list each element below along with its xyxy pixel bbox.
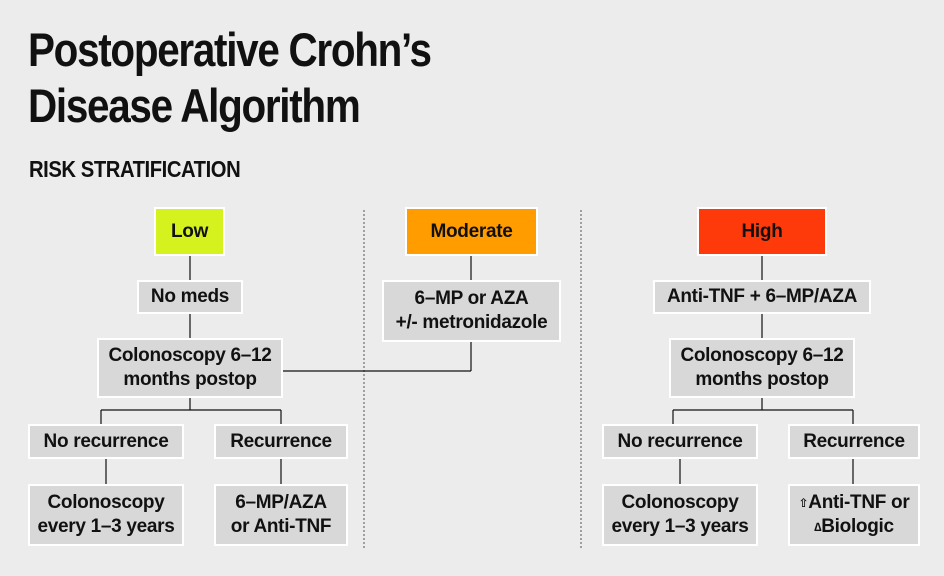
high-risk-header: High	[697, 207, 827, 256]
change-delta-icon: ∆	[814, 520, 822, 534]
title-line-1: Postoperative Crohn’s	[28, 23, 431, 76]
low-no-recurrence-box: No recurrence	[28, 424, 184, 459]
high-no-recurrence-result-box: Colonoscopy every 1–3 years	[602, 484, 758, 546]
high-no-recurrence-box: No recurrence	[602, 424, 758, 459]
high-recurrence-box: Recurrence	[788, 424, 920, 459]
high-treatment-box: Anti-TNF + 6–MP/AZA	[653, 280, 871, 314]
title-line-2: Disease Algorithm	[28, 79, 360, 132]
low-recurrence-result-box: 6–MP/AZA or Anti-TNF	[214, 484, 348, 546]
low-recurrence-box: Recurrence	[214, 424, 348, 459]
moderate-risk-header: Moderate	[405, 207, 538, 256]
low-no-meds-box: No meds	[137, 280, 243, 314]
low-no-recurrence-result-box: Colonoscopy every 1–3 years	[28, 484, 184, 546]
low-risk-header: Low	[154, 207, 225, 256]
low-colonoscopy-box: Colonoscopy 6–12 months postop	[97, 338, 283, 398]
high-recurrence-result-box: ⇧Anti-TNF or ∆Biologic	[788, 484, 920, 546]
moderate-treatment-box: 6–MP or AZA +/- metronidazole	[382, 280, 561, 342]
increase-arrow-icon: ⇧	[798, 496, 809, 510]
high-colonoscopy-box: Colonoscopy 6–12 months postop	[669, 338, 855, 398]
section-subtitle: RISK STRATIFICATION	[29, 156, 241, 182]
